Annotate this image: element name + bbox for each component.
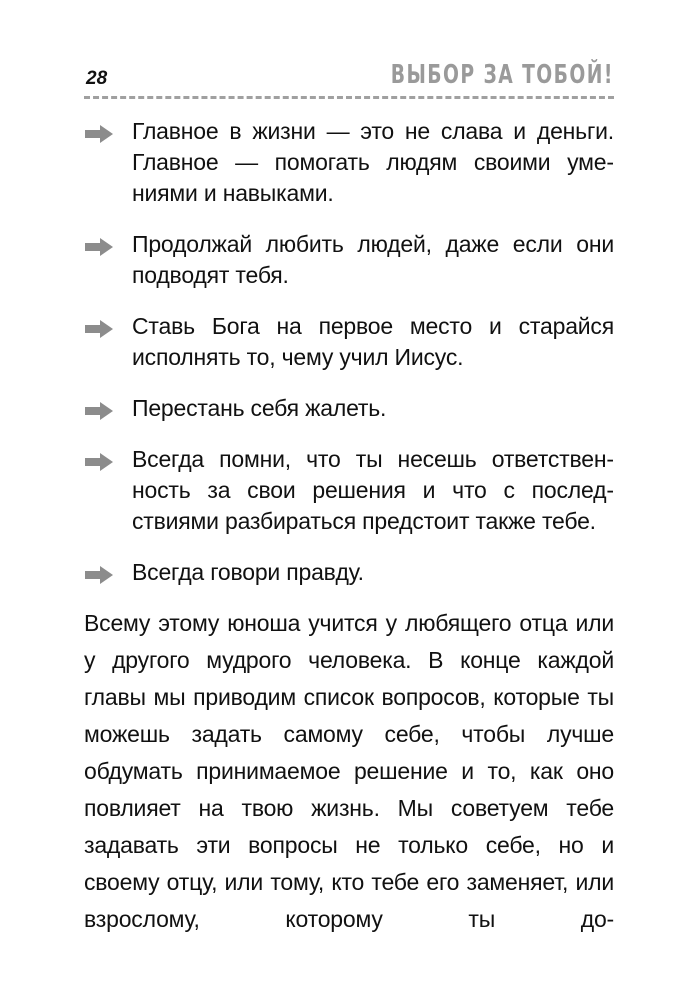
list-item [84, 557, 614, 588]
arrow-right-icon [84, 237, 114, 257]
bullet-list [84, 116, 614, 608]
list-item [84, 229, 614, 291]
list-item [84, 444, 614, 537]
header-divider [84, 96, 614, 99]
bullet-text: Всегда говори правду. [132, 559, 364, 585]
page-number: 28 [86, 68, 108, 89]
page-header [84, 56, 614, 96]
arrow-right-icon [84, 319, 114, 339]
arrow-right-icon [84, 565, 114, 585]
bullet-text: Всегда помни, что ты несешь ответственность за свои решения и что с последствиями разбираться предстоит также тебе. [132, 446, 614, 534]
running-title: ВЫБОР ЗА ТОБОЙ! [390, 60, 614, 90]
list-item [84, 393, 614, 424]
arrow-right-icon [84, 124, 114, 144]
arrow-right-icon [84, 452, 114, 472]
list-item [84, 116, 614, 209]
bullet-text: Ставь Бога на первое место и старайся исполнять то, чему учил Иисус. [132, 313, 614, 370]
arrow-right-icon [84, 401, 114, 421]
bullet-text: Главное в жизни — это не слава и деньги. Главное — помогать людям своими умениями и навыками. [132, 118, 614, 206]
bullet-text: Продолжай любить людей, даже если они подводят тебя. [132, 231, 614, 288]
bullet-text: Перестань себя жалеть. [132, 395, 387, 421]
body-paragraph: Всему этому юноша учится у любящего отца или у другого мудрого человека. В конце каждой главы мы приводим список вопросов, которые ты можешь задать самому себе, чтобы лучше обдумать принимаемое решение и то, как оно повлияет на твою жизнь. Мы советуем тебе задавать эти вопросы не только себе, но и своему отцу, или тому, кто тебе его заменяет, или взрослому, которому ты до- [84, 610, 614, 932]
list-item [84, 311, 614, 373]
